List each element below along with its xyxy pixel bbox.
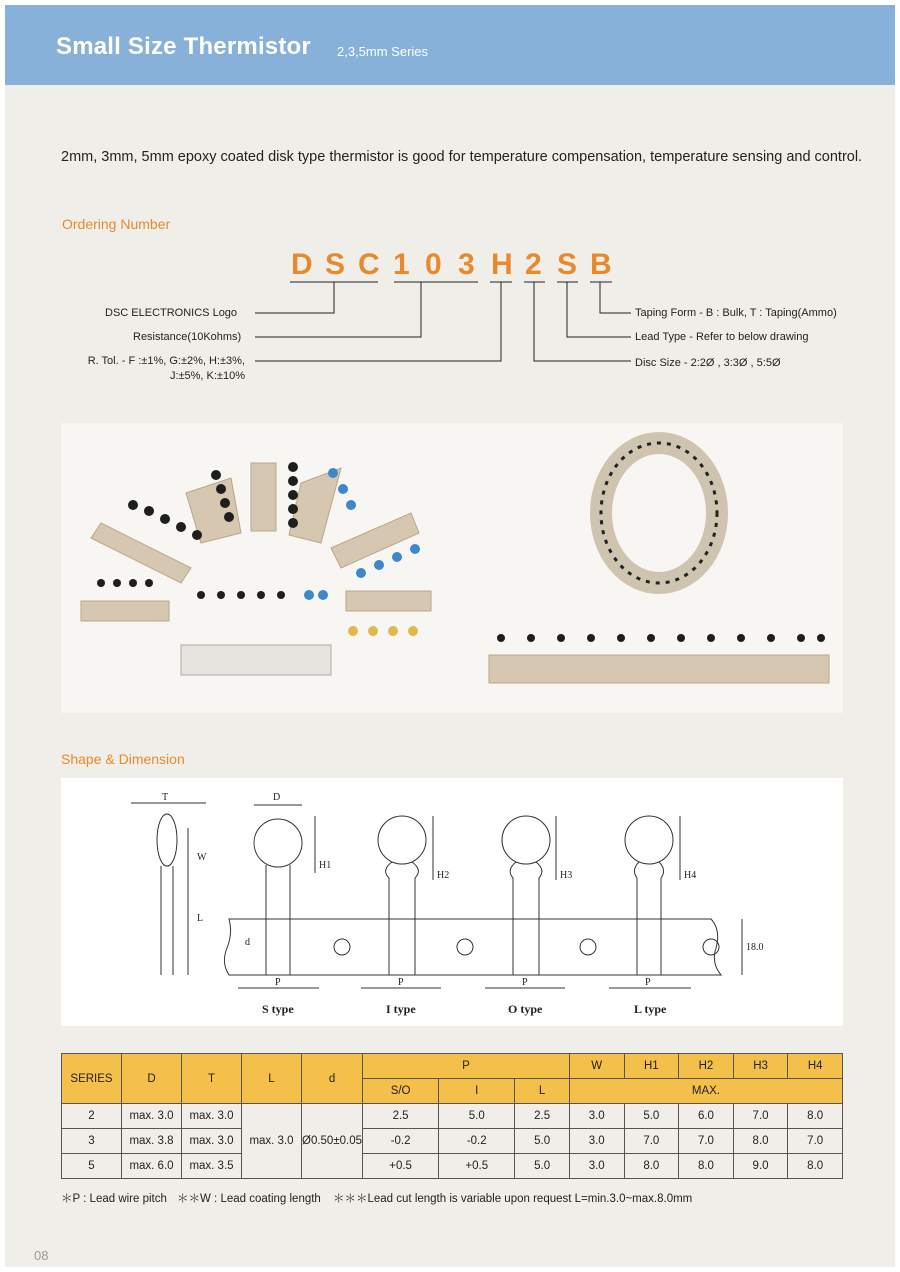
tape-outline xyxy=(224,919,721,975)
col-header-p-i: I xyxy=(439,1079,515,1104)
dim-label-p: P xyxy=(522,977,528,988)
table-cell: 2.5 xyxy=(363,1104,439,1129)
resistance-label: Resistance(10Kohms) xyxy=(133,331,242,343)
logo-label: DSC ELECTRONICS Logo xyxy=(105,307,238,319)
code-char: H xyxy=(491,248,513,281)
thermistor-photo-illustration xyxy=(61,423,843,713)
table-cell: 3 xyxy=(62,1129,122,1154)
col-header-h3: H3 xyxy=(733,1054,788,1079)
col-header-h2: H2 xyxy=(679,1054,734,1079)
l-type-label: L type xyxy=(634,1002,667,1016)
i-type-thermistor xyxy=(361,816,441,988)
col-header-p-so: S/O xyxy=(363,1079,439,1104)
col-header-d: D xyxy=(122,1054,182,1104)
table-cell: 5.0 xyxy=(439,1104,515,1129)
dim-label-h2: H2 xyxy=(437,870,450,881)
ordering-number-heading: Ordering Number xyxy=(62,216,171,232)
dim-label-w: W xyxy=(197,852,207,863)
table-cell: max. 3.5 xyxy=(182,1154,242,1179)
tolerance-label-2: J:±5%, K:±10% xyxy=(169,370,245,382)
table-cell: 2 xyxy=(62,1104,122,1129)
table-cell: 8.0 xyxy=(679,1154,734,1179)
page-number: 08 xyxy=(34,1248,49,1263)
table-cell: 8.0 xyxy=(624,1154,679,1179)
code-char: 3 xyxy=(458,248,475,281)
table-cell: 8.0 xyxy=(733,1129,788,1154)
col-header-p: P xyxy=(363,1054,570,1079)
col-header-l: L xyxy=(242,1054,302,1104)
table-cell-l: max. 3.0 xyxy=(242,1104,302,1179)
col-header-h1: H1 xyxy=(624,1054,679,1079)
footnote-coating: ＊＊W : Lead coating length xyxy=(177,1193,321,1205)
table-cell: 3.0 xyxy=(569,1129,624,1154)
table-cell: max. 3.0 xyxy=(182,1129,242,1154)
dim-label-d: d xyxy=(245,937,250,948)
page-title: Small Size Thermistor xyxy=(56,33,311,60)
table-cell: -0.2 xyxy=(363,1129,439,1154)
dim-label-l: L xyxy=(197,913,204,924)
table-cell: 8.0 xyxy=(788,1104,843,1129)
shape-dimension-heading: Shape & Dimension xyxy=(61,751,185,767)
table-cell: 9.0 xyxy=(733,1154,788,1179)
dim-label-t: T xyxy=(162,792,169,803)
footnote-cut-length: ＊＊＊Lead cut length is variable upon request L=min.3.0~max.8.0mm xyxy=(333,1193,693,1205)
o-type-thermistor xyxy=(485,816,565,988)
code-char: C xyxy=(358,248,380,281)
footnote-pitch: ＊P : Lead wire pitch xyxy=(61,1193,167,1205)
table-cell: 5.0 xyxy=(624,1104,679,1129)
code-char: D xyxy=(291,248,313,281)
table-cell: 8.0 xyxy=(788,1154,843,1179)
col-header-p-l: L xyxy=(515,1079,570,1104)
table-cell: max. 3.8 xyxy=(122,1129,182,1154)
table-cell: 5.0 xyxy=(515,1154,570,1179)
table-cell: max. 3.0 xyxy=(182,1104,242,1129)
tolerance-label: R. Tol. - F :±1%, G:±2%, H:±3%, xyxy=(87,355,245,367)
table-cell: -0.2 xyxy=(439,1129,515,1154)
dim-label-p: P xyxy=(645,977,651,988)
lead-type-label: Lead Type - Refer to below drawing xyxy=(635,331,809,343)
intro-text: 2mm, 3mm, 5mm epoxy coated disk type thermistor is good for temperature compensation, temperature sensing and control. xyxy=(61,149,863,165)
l-type-thermistor xyxy=(609,816,742,988)
table-cell: 7.0 xyxy=(679,1129,734,1154)
s-type-label: S type xyxy=(262,1002,294,1016)
col-header-w: W xyxy=(569,1054,624,1079)
i-type-label: I type xyxy=(386,1002,416,1016)
table-cell: 7.0 xyxy=(733,1104,788,1129)
table-cell: +0.5 xyxy=(363,1154,439,1179)
product-photo xyxy=(61,423,843,713)
code-char: 2 xyxy=(525,248,542,281)
table-cell: 2.5 xyxy=(515,1104,570,1129)
table-row xyxy=(62,1104,843,1129)
code-char: 1 xyxy=(393,248,410,281)
table-row xyxy=(62,1129,843,1154)
table-cell-lead-dia: Ø0.50±0.05 xyxy=(302,1104,363,1179)
code-char: 0 xyxy=(425,248,442,281)
table-cell: 5 xyxy=(62,1154,122,1179)
table-cell: 3.0 xyxy=(569,1104,624,1129)
dim-label-h3: H3 xyxy=(560,870,573,881)
table-cell: 7.0 xyxy=(788,1129,843,1154)
table-cell: 7.0 xyxy=(624,1129,679,1154)
table-cell: max. 3.0 xyxy=(122,1104,182,1129)
col-header-lead-dia: d xyxy=(302,1054,363,1104)
dim-label-p: P xyxy=(398,977,404,988)
code-char: B xyxy=(590,248,612,281)
dim-label-18: 18.0 xyxy=(746,942,764,953)
code-char: S xyxy=(557,248,578,281)
table-cell: max. 6.0 xyxy=(122,1154,182,1179)
page-subtitle: 2,3,5mm Series xyxy=(337,44,429,59)
col-header-t: T xyxy=(182,1054,242,1104)
dim-label-h1: H1 xyxy=(319,860,332,871)
col-header-h4: H4 xyxy=(788,1054,843,1079)
s-type-thermistor xyxy=(238,805,319,988)
dim-label-p: P xyxy=(275,977,281,988)
col-header-series: SERIES xyxy=(62,1054,122,1104)
dim-label-disc: D xyxy=(273,792,281,803)
disc-size-label: Disc Size - 2:2Ø , 3:3Ø , 5:5Ø xyxy=(635,357,781,369)
table-cell: +0.5 xyxy=(439,1154,515,1179)
o-type-label: O type xyxy=(508,1002,543,1016)
dimension-drawing-svg xyxy=(61,778,843,1026)
table-cell: 5.0 xyxy=(515,1129,570,1154)
spec-table xyxy=(61,1053,843,1179)
col-header-max: MAX. xyxy=(569,1079,842,1104)
table-cell: 6.0 xyxy=(679,1104,734,1129)
side-view-thermistor xyxy=(131,803,206,975)
table-cell: 3.0 xyxy=(569,1154,624,1179)
table-row xyxy=(62,1154,843,1179)
dimension-drawing xyxy=(61,778,843,1026)
taping-form-label: Taping Form - B : Bulk, T : Taping(Ammo) xyxy=(635,307,837,319)
dim-label-h4: H4 xyxy=(684,870,697,881)
code-char: S xyxy=(325,248,346,281)
